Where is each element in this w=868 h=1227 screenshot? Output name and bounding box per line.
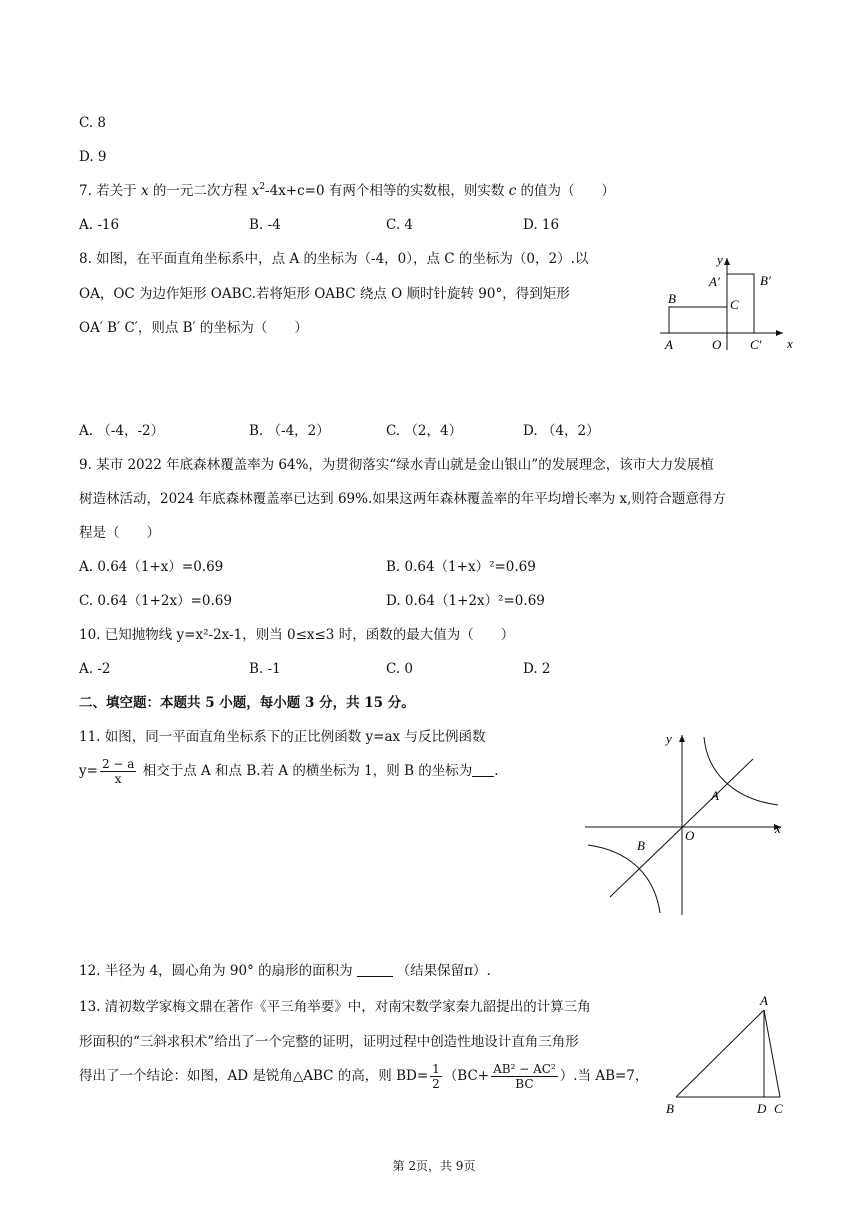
figure-rectangle-rotation bbox=[655, 250, 795, 352]
question-13-line2: 形面积的“三斜求积术”给出了一个完整的证明，证明过程中创造性地设计直角三角形 bbox=[79, 1034, 579, 1050]
fig8-c1-label: C′ bbox=[750, 337, 762, 352]
question-13-line3: 得出了一个结论：如图，AD 是锐角△ABC 的高，则 BD= $\frac{1}{2}$ （BC+ $\frac{\text{AB² − AC²}}{BC}$ ）.当 AB=7， bbox=[79, 1062, 649, 1091]
page-footer: 第 2页，共 9页 bbox=[392, 1159, 476, 1173]
fig8-c-label: C bbox=[730, 297, 739, 312]
fig13-a-label: A bbox=[760, 993, 768, 1008]
question-13-line1: 13. 清初数学家梅文鼎在著作《平三角举要》中，对南宋数学家秦九韶提出的计算三角 bbox=[79, 999, 591, 1015]
question-8-line2: OA，OC 为边作矩形 OABC.若将矩形 OABC 绕点 O 顺时针旋转 90°，得到矩形 bbox=[79, 286, 570, 302]
fig8-y-label: y bbox=[717, 252, 723, 267]
q12-answer-blank[interactable] bbox=[357, 963, 393, 977]
q9-option-d: D. 0.64（1+2x）²=0.69 bbox=[386, 593, 545, 609]
question-8-line3: OA′ B′ C′，则点 B′ 的坐标为（ ） bbox=[79, 320, 308, 336]
fig8-b1-label: B′ bbox=[760, 273, 771, 288]
question-9-line3: 程是（ ） bbox=[79, 525, 160, 541]
question-9-line2: 树造林活动，2024 年底森林覆盖率已达到 69%.如果这两年森林覆盖率的年平均增长率为 x,则符合题意得方 bbox=[79, 491, 726, 507]
fig8-a1-label: A′ bbox=[709, 274, 720, 289]
question-12: 12. 半径为 4，圆心角为 90° 的扇形的面积为 （结果保留π）. bbox=[79, 963, 491, 979]
fig11-x-label: x bbox=[775, 821, 781, 836]
q9-option-a: A. 0.64（1+x）=0.69 bbox=[79, 559, 224, 575]
q7-option-c: C. 4 bbox=[386, 217, 414, 233]
q11-fraction: $\frac{2 - a}{x}$ bbox=[101, 757, 135, 786]
option-c-prev: C. 8 bbox=[79, 115, 107, 131]
q8-option-b: B. （-4，2） bbox=[249, 423, 330, 439]
q8-option-d: D. （4，2） bbox=[523, 423, 600, 439]
option-d-prev: D. 9 bbox=[79, 149, 107, 165]
q13-half-fraction: $\frac{1}{2}$ bbox=[432, 1062, 440, 1091]
fig13-b-label: B bbox=[666, 1101, 674, 1116]
question-11-line2: y= $\frac{2 - a}{x}$ 相交于点 A 和点 B.若 A 的横坐标为 1，则 B 的坐标为 . bbox=[79, 757, 499, 786]
fig8-o-label: O bbox=[712, 337, 722, 352]
q10-option-c: C. 0 bbox=[386, 661, 414, 677]
q9-option-b: B. 0.64（1+x）²=0.69 bbox=[386, 559, 536, 575]
section-heading-fill-in: 二、填空题：本题共 5 小题，每小题 3 分，共 15 分。 bbox=[79, 695, 415, 711]
q8-option-c: C. （2，4） bbox=[386, 423, 463, 439]
q9-option-c: C. 0.64（1+2x）=0.69 bbox=[79, 593, 232, 609]
q7-option-b: B. -4 bbox=[249, 217, 281, 233]
q10-option-b: B. -1 bbox=[249, 661, 281, 677]
q11-answer-blank[interactable] bbox=[472, 763, 494, 777]
fig8-a-label: A bbox=[665, 337, 673, 352]
q10-option-d: D. 2 bbox=[523, 661, 551, 677]
fig13-d-label: D bbox=[757, 1101, 767, 1116]
fig8-b-label: B bbox=[668, 291, 676, 306]
q10-option-a: A. -2 bbox=[79, 661, 111, 677]
fig13-c-label: C bbox=[774, 1101, 783, 1116]
q7-option-d: D. 16 bbox=[523, 217, 560, 233]
figure-triangle-abc bbox=[660, 990, 790, 1118]
q7-option-a: A. -16 bbox=[79, 217, 120, 233]
question-8-line1: 8. 如图，在平面直角坐标系中，点 A 的坐标为（-4，0），点 C 的坐标为（0，2）.以 bbox=[79, 251, 589, 267]
fig11-o-label: O bbox=[685, 828, 695, 843]
question-7: 7. 若关于 x 的一元二次方程 $x^2-4x+c=0$ 有两个相等的实数根，则实数 c 的值为（ ） bbox=[79, 182, 616, 199]
fig11-b-label: B bbox=[637, 838, 645, 853]
q13-main-fraction: $\frac{\text{AB² − AC²}}{BC}$ bbox=[493, 1062, 556, 1091]
fig8-x-label: x bbox=[787, 336, 793, 351]
q8-option-a: A. （-4，-2） bbox=[79, 423, 165, 439]
fig11-a-label: A bbox=[711, 788, 719, 803]
question-10: 10. 已知抛物线 y=x²-2x-1，则当 0≤x≤3 时，函数的最大值为（ ） bbox=[79, 627, 515, 643]
fig11-y-label: y bbox=[666, 731, 672, 746]
figure-hyperbola-line bbox=[583, 727, 788, 919]
question-9-line1: 9. 某市 2022 年底森林覆盖率为 64%，为贯彻落实“绿水青山就是金山银山”的发展理念，该市大力发展植 bbox=[79, 457, 714, 473]
question-11-line1: 11. 如图，同一平面直角坐标系下的正比例函数 y=ax 与反比例函数 bbox=[79, 729, 486, 745]
